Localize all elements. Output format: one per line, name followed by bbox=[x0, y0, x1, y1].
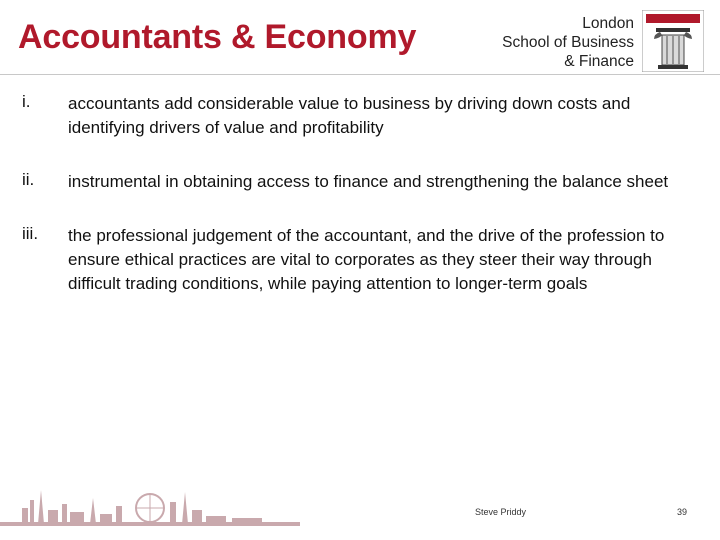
item-text: accountants add considerable value to business by driving down costs and identifying drivers of value and profitability bbox=[68, 94, 631, 137]
logo-line-3: & Finance bbox=[564, 53, 634, 70]
list-item bbox=[22, 92, 702, 140]
item-text: instrumental in obtaining access to finance and strengthening the balance sheet bbox=[68, 172, 669, 191]
list-item bbox=[22, 224, 702, 296]
item-number: ii. bbox=[22, 170, 35, 189]
logo-line-1: London bbox=[582, 15, 634, 32]
list-item bbox=[22, 170, 702, 194]
slide-title: Accountants & Economy bbox=[18, 18, 417, 56]
item-number: iii. bbox=[22, 224, 39, 243]
page-number: 39 bbox=[677, 507, 688, 517]
column-logo-icon bbox=[642, 10, 704, 72]
point-list bbox=[22, 92, 702, 326]
logo-line-2: School of Business bbox=[502, 34, 634, 51]
footer-author: Steve Priddy bbox=[475, 507, 527, 517]
header-divider bbox=[0, 74, 720, 75]
item-number: i. bbox=[22, 92, 31, 111]
school-logo bbox=[500, 10, 710, 74]
item-text: the professional judgement of the accountant, and the drive of the profession to ensure ethical practices are vital to corporates as they steer their way through difficult trading conditions, while paying attention to longer-term goals bbox=[68, 226, 665, 293]
london-skyline-icon bbox=[0, 470, 300, 532]
logo-text bbox=[502, 14, 634, 71]
